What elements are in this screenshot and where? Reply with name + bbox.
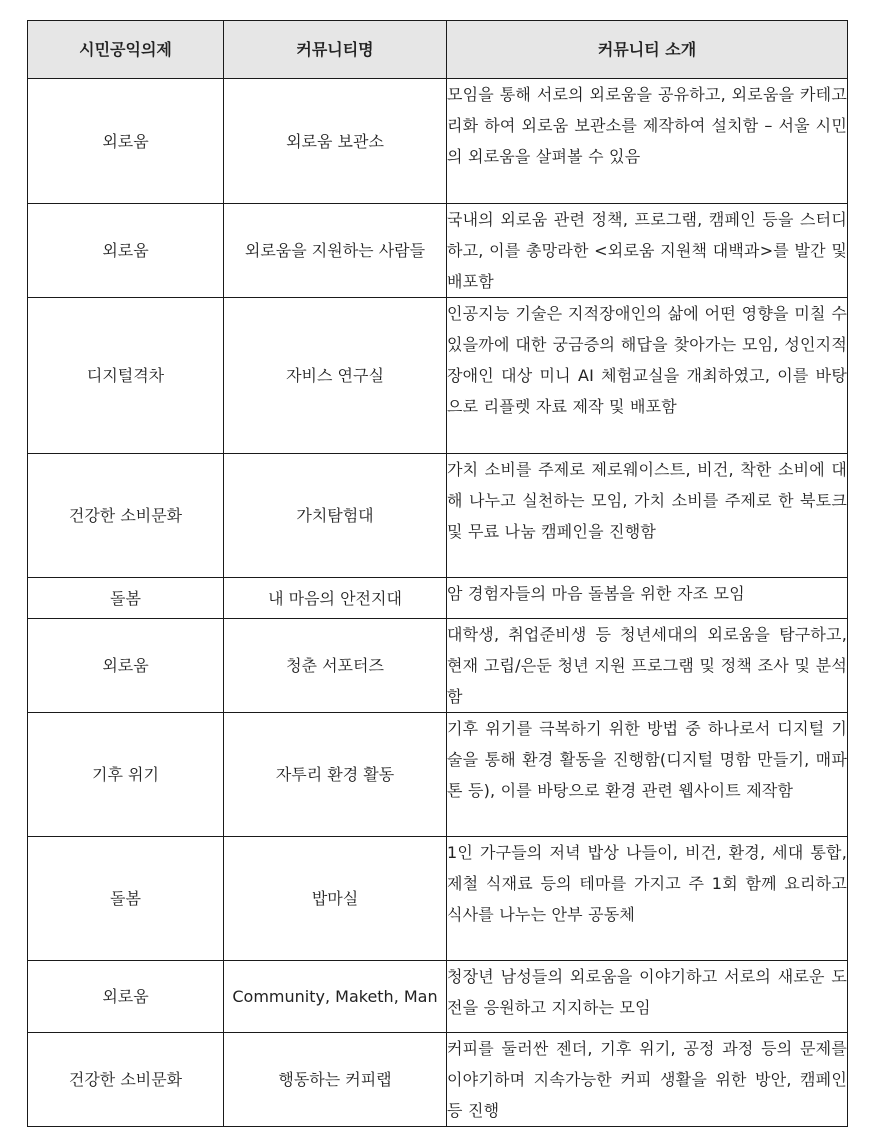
community-name-cell: 외로움을 지원하는 사람들 <box>224 204 447 298</box>
table-row <box>28 619 848 713</box>
community-intro-cell: 청장년 남성들의 외로움을 이야기하고 서로의 새로운 도전을 응원하고 지지하는 모임 <box>447 961 848 1033</box>
agenda-cell: 외로움 <box>28 961 224 1033</box>
community-intro-cell: 국내의 외로움 관련 정책, 프로그램, 캠페인 등을 스터디하고, 이를 총망라한 <외로움 지원책 대백과>를 발간 및 배포함 <box>447 204 848 298</box>
community-name-cell: 청춘 서포터즈 <box>224 619 447 713</box>
header-agenda: 시민공익의제 <box>28 21 224 79</box>
community-name-cell: Community, Maketh, Man <box>224 961 447 1033</box>
agenda-cell: 돌봄 <box>28 837 224 961</box>
community-intro-cell: 모임을 통해 서로의 외로움을 공유하고, 외로움을 카테고리화 하여 외로움 보관소를 제작하여 설치함 – 서울 시민의 외로움을 살펴볼 수 있음 <box>447 79 848 204</box>
community-name-cell: 자비스 연구실 <box>224 298 447 454</box>
table-row <box>28 837 848 961</box>
community-table <box>27 20 848 1127</box>
community-name-cell: 밥마실 <box>224 837 447 961</box>
community-name-cell: 행동하는 커피랩 <box>224 1033 447 1127</box>
community-name-cell: 자투리 환경 활동 <box>224 713 447 837</box>
table-row <box>28 713 848 837</box>
table-row <box>28 1033 848 1127</box>
community-intro-cell: 기후 위기를 극복하기 위한 방법 중 하나로서 디지털 기술을 통해 환경 활동을 진행함(디지털 명함 만들기, 매파톤 등), 이를 바탕으로 환경 관련 웹사이트 제작함 <box>447 713 848 837</box>
table-row <box>28 961 848 1033</box>
header-community-name: 커뮤니티명 <box>224 21 447 79</box>
agenda-cell: 건강한 소비문화 <box>28 454 224 578</box>
community-intro-cell: 1인 가구들의 저녁 밥상 나들이, 비건, 환경, 세대 통합, 제철 식재료 등의 테마를 가지고 주 1회 함께 요리하고 식사를 나누는 안부 공동체 <box>447 837 848 961</box>
agenda-cell: 돌봄 <box>28 578 224 619</box>
agenda-cell: 외로움 <box>28 79 224 204</box>
table-row <box>28 79 848 204</box>
agenda-cell: 기후 위기 <box>28 713 224 837</box>
community-intro-cell: 인공지능 기술은 지적장애인의 삶에 어떤 영향을 미칠 수 있을까에 대한 궁금증의 해답을 찾아가는 모임, 성인지적장애인 대상 미니 AI 체험교실을 개최하였고, 이를 바탕으로 리플렛 자료 제작 및 배포함 <box>447 298 848 454</box>
community-name-cell: 내 마음의 안전지대 <box>224 578 447 619</box>
community-intro-cell: 커피를 둘러싼 젠더, 기후 위기, 공정 과정 등의 문제를 이야기하며 지속가능한 커피 생활을 위한 방안, 캠페인 등 진행 <box>447 1033 848 1127</box>
agenda-cell: 외로움 <box>28 619 224 713</box>
community-name-cell: 가치탐험대 <box>224 454 447 578</box>
agenda-cell: 건강한 소비문화 <box>28 1033 224 1127</box>
table-row <box>28 204 848 298</box>
table-row <box>28 578 848 619</box>
community-intro-cell: 대학생, 취업준비생 등 청년세대의 외로움을 탐구하고, 현재 고립/은둔 청년 지원 프로그램 및 정책 조사 및 분석함 <box>447 619 848 713</box>
agenda-cell: 외로움 <box>28 204 224 298</box>
agenda-cell: 디지털격차 <box>28 298 224 454</box>
community-intro-cell: 암 경험자들의 마음 돌봄을 위한 자조 모임 <box>447 578 848 619</box>
community-name-cell: 외로움 보관소 <box>224 79 447 204</box>
table-row <box>28 298 848 454</box>
table-row <box>28 454 848 578</box>
header-row <box>28 21 848 79</box>
header-community-intro: 커뮤니티 소개 <box>447 21 848 79</box>
community-intro-cell: 가치 소비를 주제로 제로웨이스트, 비건, 착한 소비에 대해 나누고 실천하는 모임, 가치 소비를 주제로 한 북토크 및 무료 나눔 캠페인을 진행함 <box>447 454 848 578</box>
